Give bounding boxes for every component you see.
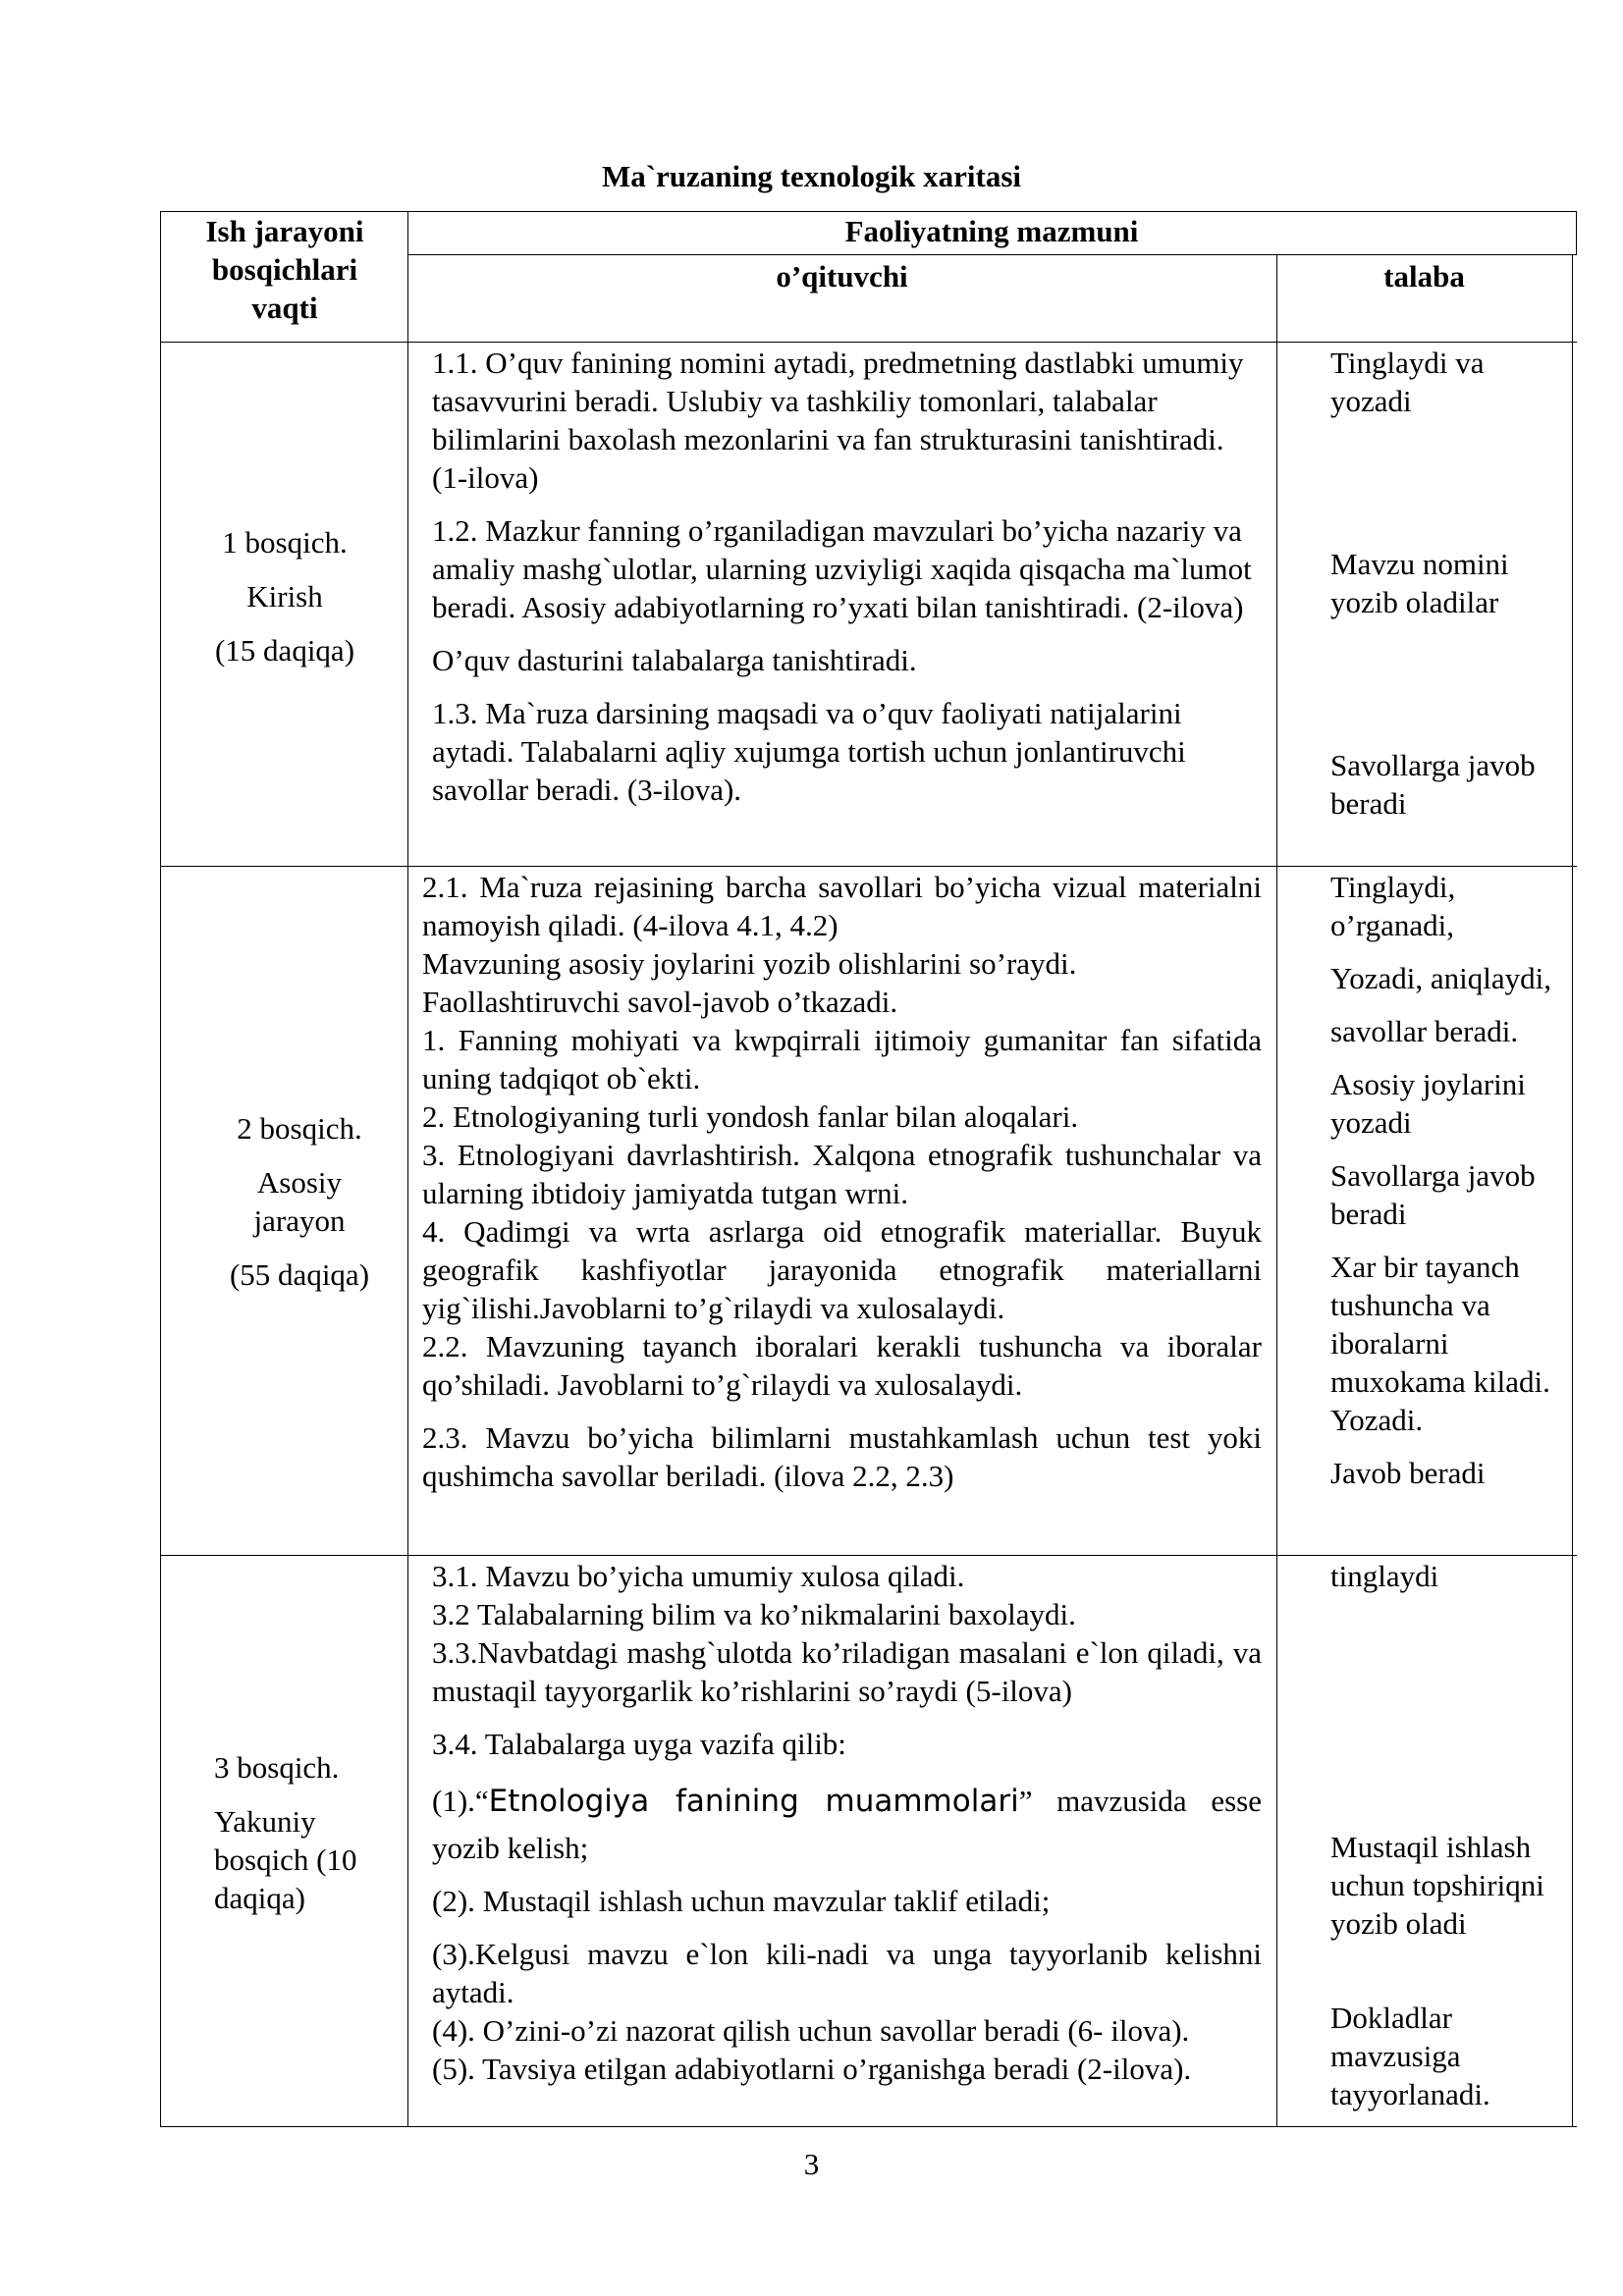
stage1-number: 1 bosqich. xyxy=(222,525,348,560)
stage3-student-text: Mustaqil ishlash uchun topshiriqni yozib oladi xyxy=(1330,1830,1544,1941)
table-border-right xyxy=(1572,254,1573,2127)
stage1-student-text: Savollarga javob beradi xyxy=(1330,748,1536,821)
header-stages: Ish jarayoni bosqichlari vaqti xyxy=(205,214,364,325)
stage3-teacher-item: (5). Tavsiya etilgan adabiyotlarni o’rganishga beradi (2-ilova). xyxy=(432,2052,1192,2086)
stage3-number: 3 bosqich. xyxy=(214,1750,340,1785)
stage2-number: 2 bosqich. xyxy=(237,1111,362,1146)
table-border-right-top xyxy=(1576,211,1577,254)
stage2-student-item: Tinglaydi, o’rganadi, xyxy=(1330,870,1456,942)
stage2-name: Asosiy jarayon xyxy=(253,1165,346,1238)
stage3-teacher-item-homework xyxy=(432,1778,1262,1872)
stage2-label xyxy=(216,1109,383,1309)
stage2-duration: (55 daqiqa) xyxy=(229,1257,370,1292)
stage2-student-item: Xar bir tayanch tushuncha va iboralarni muxokama kiladi. Yozadi. xyxy=(1330,1250,1550,1437)
stage2-teacher-item: 1. Fanning mohiyati va kwpqirrali ijtimoiy gumanitar fan sifatida uning tadqiqot ob`ekti. xyxy=(422,1023,1262,1095)
homework-suffix: ” mavzusida esse yozib kelish; xyxy=(432,1784,1262,1865)
header-activity-content: Faoliyatning mazmuni xyxy=(844,214,1139,248)
table-border-col1 xyxy=(407,211,408,2127)
stage3-student-text: tinglaydi xyxy=(1330,1559,1439,1593)
stage2-student-item: savollar beradi. xyxy=(1330,1014,1519,1048)
stage1-teacher-item: 1.1. O’quv fanining nomini aytadi, predmetning dastlabki umumiy tasavvurini beradi. Uslubiy va tashkiliy tomonlari, talabalar bilimlarini baxolash mezonlarini va fan strukturasini tanishtiradi. (1-ilova) xyxy=(432,346,1244,495)
stage2-student-item: Yozadi, aniqlaydi, xyxy=(1330,961,1552,995)
stage3-teacher-item: 3.3.Navbatdagi mashg`ulotda ko’riladigan masalani e`lon qiladi, va mustaqil tayyorgarlik ko’rishlarini so’raydi (5-ilova) xyxy=(432,1635,1262,1708)
stage2-student-item: Savollarga javob beradi xyxy=(1330,1158,1536,1231)
table-border-left xyxy=(160,211,161,2127)
stage1-student-text: Mavzu nomini yozib oladilar xyxy=(1330,547,1509,619)
stage2-teacher-item: 2. Etnologiyaning turli yondosh fanlar bilan aloqalari. xyxy=(422,1099,1079,1134)
stage2-teacher-item: 2.3. Mavzu bo’yicha bilimlarni mustahkamlash uchun test yoki qushimcha savollar beriladi. (ilova 2.2, 2.3) xyxy=(422,1420,1262,1493)
homework-topic: Etnologiya fanining muammolari xyxy=(488,1784,1019,1819)
table-border-col2 xyxy=(1276,254,1277,2127)
stage3-teacher-item: (3).Kelgusi mavzu e`lon kili-nadi va unga tayyorlanib kelishni aytadi. xyxy=(432,1937,1262,2009)
stage3-label xyxy=(214,1748,401,1917)
stage2-teacher-cell xyxy=(422,868,1262,1495)
stage1-teacher-item: 1.3. Ma`ruza darsining maqsadi va o’quv faoliyati natijalarini aytadi. Talabalarni aqliy xujumga tortish uchun jonlantiruvchi savollar beradi. (3-ilova). xyxy=(432,696,1186,807)
homework-prefix: (1).“ xyxy=(432,1784,489,1818)
table-border-row1-bottom xyxy=(160,866,1577,867)
stage1-student-text: Tinglaydi va yozadi xyxy=(1330,346,1485,418)
stage2-teacher-item: 2.2. Mavzuning tayanch iboralari kerakli tushuncha va iboralar qo’shiladi. Javoblarni to’g`rilaydi va xulosalaydi. xyxy=(422,1329,1262,1402)
stage1-duration: (15 daqiqa) xyxy=(214,633,355,667)
stage1-teacher-cell xyxy=(432,344,1257,809)
table-border-header-bottom xyxy=(160,342,1577,343)
stage2-teacher-item: 3. Etnologiyani davrlashtirish. Xalqona etnografik tushunchalar va ularning ibtidoiy jamiyatda tutgan wrni. xyxy=(422,1138,1262,1210)
page-number: 3 xyxy=(803,2147,820,2181)
stage3-teacher-item: (4). O’zini-o’zi nazorat qilish uchun savollar beradi (6- ilova). xyxy=(432,2013,1190,2048)
stage2-teacher-item: Faollashtiruvchi savol-javob o’tkazadi. xyxy=(422,985,898,1019)
stage3-teacher-item: 3.2 Talabalarning bilim va ko’nikmalarini baxolaydi. xyxy=(432,1597,1076,1631)
header-student: talaba xyxy=(1383,259,1465,294)
stage2-teacher-item: 2.1. Ma`ruza rejasining barcha savollari bo’yicha vizual materialni namoyish qiladi. (4-ilova 4.1, 4.2) xyxy=(422,870,1262,942)
stage3-teacher-item: 3.1. Mavzu bo’yicha umumiy xulosa qiladi. xyxy=(432,1559,965,1593)
stage2-student-cell xyxy=(1330,868,1566,1492)
stage2-student-item: Javob beradi xyxy=(1330,1456,1486,1490)
stage1-label xyxy=(162,523,407,685)
table-border-bottom xyxy=(160,2126,1577,2127)
stage2-student-item: Asosiy joylarini yozadi xyxy=(1330,1067,1526,1140)
stage2-teacher-item: Mavzuning asosiy joylarini yozib olishlarini so’raydi. xyxy=(422,946,1077,981)
stage3-teacher-cell xyxy=(432,1557,1262,2088)
header-teacher: o’qituvchi xyxy=(776,259,908,294)
stage3-teacher-item: 3.4. Talabalarga uyga vazifa qilib: xyxy=(432,1727,846,1761)
stage3-student-text: Dokladlar mavzusiga tayyorlanadi. xyxy=(1330,2001,1490,2111)
document-title: Ma`ruzaning texnologik xaritasi xyxy=(601,159,1022,193)
stage1-teacher-item: O’quv dasturini talabalarga tanishtiradi. xyxy=(432,643,917,677)
stage1-teacher-item: 1.2. Mazkur fanning o’rganiladigan mavzulari bo’yicha nazariy va amaliy mashg`ulotlar, ularning uzviyligi xaqida qisqacha ma`lumot beradi. Asosiy adabiyotlarning ro’yxati bilan tanishtiradi. (2-ilova) xyxy=(432,513,1252,624)
stage3-teacher-item: (2). Mustaqil ishlash uchun mavzular taklif etiladi; xyxy=(432,1884,1051,1918)
stage2-teacher-item: 4. Qadimgi va wrta asrlarga oid etnografik materiallar. Buyuk geografik kashfiyotlar jarayonida etnografik materiallarni yig`ilishi.Javoblarni to’g`rilaydi va xulosalaydi. xyxy=(422,1214,1262,1325)
stage3-name: Yakuniy bosqich (10 daqiqa) xyxy=(214,1804,357,1915)
table-border-subheader xyxy=(407,254,1577,255)
stage1-name: Kirish xyxy=(246,579,323,614)
table-border-row2-bottom xyxy=(160,1555,1577,1556)
